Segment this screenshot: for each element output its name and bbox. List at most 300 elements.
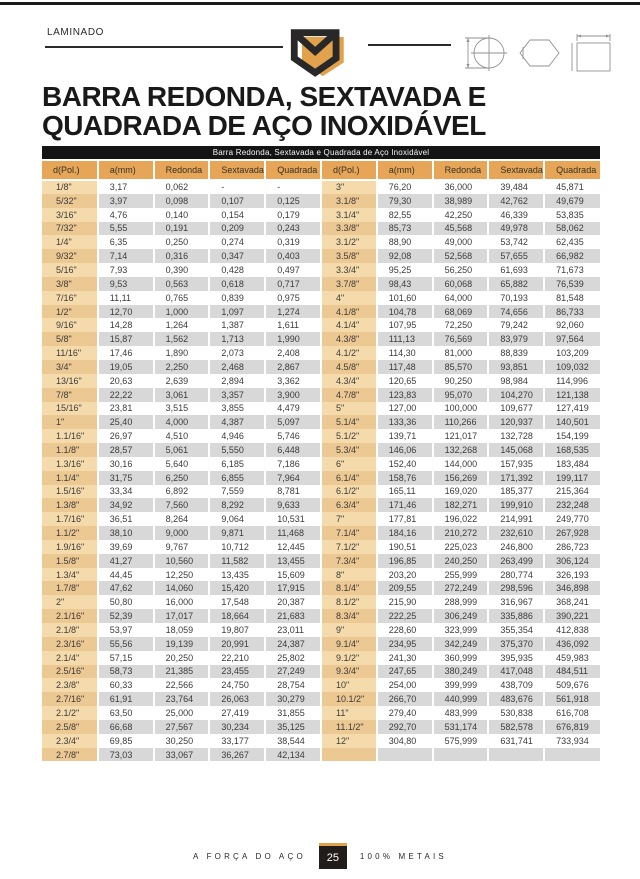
table-cell: 4.1/8" <box>321 305 377 319</box>
table-row <box>42 318 600 332</box>
table-cell: 279,40 <box>377 706 433 720</box>
table-row <box>42 443 600 457</box>
table-cell: 157,935 <box>488 457 544 471</box>
table-cell: 2,867 <box>265 360 321 374</box>
table-cell: 31,855 <box>265 706 321 720</box>
table-row <box>42 471 600 485</box>
table-cell: 23,81 <box>98 402 154 416</box>
table-cell: 9" <box>321 623 377 637</box>
page-title-line1: BARRA REDONDA, SEXTAVADA E <box>42 81 486 112</box>
table-cell: 28,57 <box>98 443 154 457</box>
table-cell: 20,991 <box>209 637 265 651</box>
table-cell: 61,91 <box>98 692 154 706</box>
table-cell: 103,209 <box>544 346 600 360</box>
table-cell: 2.1/16" <box>42 609 98 623</box>
table-cell: 380,249 <box>433 665 489 679</box>
table-cell: 2.1/4" <box>42 651 98 665</box>
table-cell: 7,93 <box>98 263 154 277</box>
table-cell: 9/16" <box>42 318 98 332</box>
table-cell: 60,33 <box>98 678 154 692</box>
table-cell: 241,30 <box>377 651 433 665</box>
section-underline <box>45 46 283 48</box>
table-cell: 34,92 <box>98 498 154 512</box>
table-cell: 232,248 <box>544 498 600 512</box>
table-cell: 10.1/2" <box>321 692 377 706</box>
table-cell: 52,568 <box>433 249 489 263</box>
table-cell: 6,892 <box>154 485 210 499</box>
table-cell: 1/2" <box>42 305 98 319</box>
table-cell: 117,48 <box>377 360 433 374</box>
table-cell: 196,85 <box>377 554 433 568</box>
table-cell: 24,387 <box>265 637 321 651</box>
column-header: d(Pol.) <box>321 161 377 180</box>
table-cell: 20,63 <box>98 374 154 388</box>
table-body <box>42 180 600 761</box>
table-cell: 0,347 <box>209 249 265 263</box>
table-cell: 109,032 <box>544 360 600 374</box>
table-cell: 3,362 <box>265 374 321 388</box>
table-cell: 182,271 <box>433 498 489 512</box>
table-cell: 3,061 <box>154 388 210 402</box>
table-cell: 616,708 <box>544 706 600 720</box>
table-cell: 21,385 <box>154 665 210 679</box>
table-cell <box>377 748 433 762</box>
table-cell: 4.3/4" <box>321 374 377 388</box>
table-cell: 0,154 <box>209 208 265 222</box>
table-cell: 5,061 <box>154 443 210 457</box>
table-cell: 33,177 <box>209 734 265 748</box>
table-row <box>42 360 600 374</box>
table-cell: 436,092 <box>544 637 600 651</box>
table-cell: 399,999 <box>433 678 489 692</box>
table-cell: 79,242 <box>488 318 544 332</box>
table-cell: 249,770 <box>544 512 600 526</box>
table-cell: 68,069 <box>433 305 489 319</box>
table-cell: 1,264 <box>154 318 210 332</box>
table-cell: 246,800 <box>488 540 544 554</box>
table-cell: 90,250 <box>433 374 489 388</box>
table-cell: 42,134 <box>265 748 321 762</box>
table-cell: 228,60 <box>377 623 433 637</box>
table-cell: 6,35 <box>98 235 154 249</box>
table-cell: 306,249 <box>433 609 489 623</box>
table-cell: 70,193 <box>488 291 544 305</box>
table-cell: 97,564 <box>544 332 600 346</box>
table-cell: 214,991 <box>488 512 544 526</box>
table-cell: 9.1/2" <box>321 651 377 665</box>
table-cell: 38,989 <box>433 194 489 208</box>
table-cell: 561,918 <box>544 692 600 706</box>
table-cell: 440,999 <box>433 692 489 706</box>
table-cell: 0,209 <box>209 222 265 236</box>
table-cell: 154,199 <box>544 429 600 443</box>
table-cell: 36,267 <box>209 748 265 762</box>
table-row <box>42 277 600 291</box>
table-cell: 50,80 <box>98 595 154 609</box>
table-cell: 459,983 <box>544 651 600 665</box>
table-cell: 0,618 <box>209 277 265 291</box>
table-cell: 27,249 <box>265 665 321 679</box>
table-cell: 114,30 <box>377 346 433 360</box>
table-cell: 0,319 <box>265 235 321 249</box>
table-cell: 121,138 <box>544 388 600 402</box>
table-row <box>42 512 600 526</box>
table-row <box>42 748 600 762</box>
table-cell: 3.1/8" <box>321 194 377 208</box>
table-row <box>42 498 600 512</box>
table-cell: 326,193 <box>544 568 600 582</box>
table-cell: 2.5/8" <box>42 720 98 734</box>
page-footer <box>0 843 640 869</box>
table-cell: 46,339 <box>488 208 544 222</box>
table-cell: 7.1/4" <box>321 526 377 540</box>
table-cell: 1,274 <box>265 305 321 319</box>
table-cell: 5,746 <box>265 429 321 443</box>
table-cell: 306,124 <box>544 554 600 568</box>
brand-shield-m-logo <box>290 28 348 80</box>
table-cell: 0,497 <box>265 263 321 277</box>
table-cell: 52,39 <box>98 609 154 623</box>
table-cell: 45,871 <box>544 180 600 194</box>
table-cell: 360,999 <box>433 651 489 665</box>
table-cell: 12" <box>321 734 377 748</box>
table-cell: 9,767 <box>154 540 210 554</box>
page-title <box>42 82 602 141</box>
table-row <box>42 554 600 568</box>
table-cell: 25,000 <box>154 706 210 720</box>
table-row <box>42 291 600 305</box>
table-cell: 215,90 <box>377 595 433 609</box>
table-row <box>42 402 600 416</box>
table-cell: 1,713 <box>209 332 265 346</box>
table-cell: 0,243 <box>265 222 321 236</box>
table-cell: 3.3/4" <box>321 263 377 277</box>
table-cell: 3,97 <box>98 194 154 208</box>
table-cell: 234,95 <box>377 637 433 651</box>
bar-shape-diagrams <box>461 31 613 75</box>
table-cell: 107,95 <box>377 318 433 332</box>
table-cell: 7,559 <box>209 485 265 499</box>
table-cell: 483,999 <box>433 706 489 720</box>
table-cell: 86,733 <box>544 305 600 319</box>
table-cell: 23,455 <box>209 665 265 679</box>
table-cell: 2.3/4" <box>42 734 98 748</box>
table-cell: 266,70 <box>377 692 433 706</box>
table-cell: 1.5/16" <box>42 485 98 499</box>
table-cell: 30,279 <box>265 692 321 706</box>
table-cell: 41,27 <box>98 554 154 568</box>
table-cell: 1,387 <box>209 318 265 332</box>
table-cell: 22,566 <box>154 678 210 692</box>
table-cell <box>321 748 377 762</box>
table-row <box>42 568 600 582</box>
table-row <box>42 429 600 443</box>
table-cell: 335,886 <box>488 609 544 623</box>
table-cell: 530,838 <box>488 706 544 720</box>
table-cell: 61,693 <box>488 263 544 277</box>
table-cell: 5.3/4" <box>321 443 377 457</box>
table-cell: 292,70 <box>377 720 433 734</box>
table-row <box>42 665 600 679</box>
column-header: Redonda <box>433 161 489 180</box>
table-row <box>42 208 600 222</box>
table-row <box>42 305 600 319</box>
table-cell <box>488 748 544 762</box>
table-cell: 74,656 <box>488 305 544 319</box>
table-cell: 5/32" <box>42 194 98 208</box>
table-row <box>42 388 600 402</box>
table-cell: 6.1/4" <box>321 471 377 485</box>
round-bar-section-icon <box>461 31 509 75</box>
table-cell: 6,185 <box>209 457 265 471</box>
table-cell: 19,05 <box>98 360 154 374</box>
table-cell: 57,15 <box>98 651 154 665</box>
table-cell: 6,855 <box>209 471 265 485</box>
table-cell: 81,548 <box>544 291 600 305</box>
table-cell: 7.3/4" <box>321 554 377 568</box>
table-cell: 355,354 <box>488 623 544 637</box>
table-row <box>42 374 600 388</box>
table-cell: 19,139 <box>154 637 210 651</box>
table-cell: 3,357 <box>209 388 265 402</box>
table-cell: 156,269 <box>433 471 489 485</box>
table-cell: 2.7/8" <box>42 748 98 762</box>
table-cell: 39,484 <box>488 180 544 194</box>
table-cell: 42,762 <box>488 194 544 208</box>
table-cell: 4,479 <box>265 402 321 416</box>
table-cell: 9,064 <box>209 512 265 526</box>
table-cell: 733,934 <box>544 734 600 748</box>
table-cell: 114,996 <box>544 374 600 388</box>
table-cell: 232,610 <box>488 526 544 540</box>
table-cell: 127,00 <box>377 402 433 416</box>
table-cell: 0,975 <box>265 291 321 305</box>
table-cell: 4,76 <box>98 208 154 222</box>
table-cell: 7,964 <box>265 471 321 485</box>
table-cell: 16,000 <box>154 595 210 609</box>
table-cell: 676,819 <box>544 720 600 734</box>
table-cell: 12,250 <box>154 568 210 582</box>
table-row <box>42 249 600 263</box>
table-cell: 76,20 <box>377 180 433 194</box>
table-cell: 30,250 <box>154 734 210 748</box>
table-cell: 53,742 <box>488 235 544 249</box>
table-cell: 3/4" <box>42 360 98 374</box>
table-cell: 8,292 <box>209 498 265 512</box>
table-cell: 531,174 <box>433 720 489 734</box>
table-cell: 23,764 <box>154 692 210 706</box>
table-cell: 11/16" <box>42 346 98 360</box>
table-cell: 1,990 <box>265 332 321 346</box>
table-cell: 4,946 <box>209 429 265 443</box>
table-cell: 1/4" <box>42 235 98 249</box>
table-cell: 3.3/8" <box>321 222 377 236</box>
header-divider-line <box>368 44 451 46</box>
table-header <box>42 161 600 180</box>
table-cell: 4,000 <box>154 415 210 429</box>
table-cell: 0,839 <box>209 291 265 305</box>
table-cell: 8,264 <box>154 512 210 526</box>
table-cell: 56,250 <box>433 263 489 277</box>
table-cell: 11.1/2" <box>321 720 377 734</box>
table-row <box>42 623 600 637</box>
table-cell: 0,125 <box>265 194 321 208</box>
table-cell: 8.3/4" <box>321 609 377 623</box>
table-row <box>42 222 600 236</box>
table-cell: 4.3/8" <box>321 332 377 346</box>
table-cell: 15,609 <box>265 568 321 582</box>
table-row <box>42 581 600 595</box>
table-cell: 3" <box>321 180 377 194</box>
table-cell: 15,87 <box>98 332 154 346</box>
table-cell: 7,14 <box>98 249 154 263</box>
table-cell: 1/8" <box>42 180 98 194</box>
table-cell: 63,50 <box>98 706 154 720</box>
table-cell: 1,890 <box>154 346 210 360</box>
table-cell: 36,000 <box>433 180 489 194</box>
table-cell: 1.9/16" <box>42 540 98 554</box>
table-cell: 0,563 <box>154 277 210 291</box>
table-row <box>42 235 600 249</box>
table-cell: 2.1/8" <box>42 623 98 637</box>
table-cell: 222,25 <box>377 609 433 623</box>
table-row <box>42 526 600 540</box>
table-cell: - <box>265 180 321 194</box>
table-cell: 73,03 <box>98 748 154 762</box>
table-cell: 346,898 <box>544 581 600 595</box>
page-title-line2: QUADRADA DE AÇO INOXIDÁVEL <box>42 110 486 142</box>
table-title-bar: Barra Redonda, Sextavada e Quadrada de Aço Inoxidável <box>42 146 600 159</box>
table-cell: 3.7/8" <box>321 277 377 291</box>
table-cell: 7/16" <box>42 291 98 305</box>
table-cell: 4.1/4" <box>321 318 377 332</box>
table-cell: 132,728 <box>488 429 544 443</box>
table-cell: 177,81 <box>377 512 433 526</box>
table-cell: 484,511 <box>544 665 600 679</box>
table-cell: 35,125 <box>265 720 321 734</box>
table-cell: 375,370 <box>488 637 544 651</box>
table-cell: 9.3/4" <box>321 665 377 679</box>
table-cell: 104,270 <box>488 388 544 402</box>
table-cell: 13/16" <box>42 374 98 388</box>
table-cell: 286,723 <box>544 540 600 554</box>
table-cell: 14,060 <box>154 581 210 595</box>
table-cell: 152,40 <box>377 457 433 471</box>
table-cell: 55,56 <box>98 637 154 651</box>
table-cell: 60,068 <box>433 277 489 291</box>
table-cell: 109,677 <box>488 402 544 416</box>
table-cell: 85,73 <box>377 222 433 236</box>
table-cell: 183,484 <box>544 457 600 471</box>
table-cell: 11,582 <box>209 554 265 568</box>
table-row <box>42 706 600 720</box>
table-cell: 280,774 <box>488 568 544 582</box>
table-cell: 13,455 <box>265 554 321 568</box>
table-cell: 267,928 <box>544 526 600 540</box>
table-cell: 9,633 <box>265 498 321 512</box>
table-cell: 25,40 <box>98 415 154 429</box>
table-cell: 0,107 <box>209 194 265 208</box>
table-cell: 1.7/8" <box>42 581 98 595</box>
table-cell: 95,25 <box>377 263 433 277</box>
table-cell: 0,316 <box>154 249 210 263</box>
table-cell: 25,802 <box>265 651 321 665</box>
table-cell: 1.1/16" <box>42 429 98 443</box>
table-cell: 209,55 <box>377 581 433 595</box>
square-bar-section-icon <box>569 32 613 74</box>
table-cell: 57,655 <box>488 249 544 263</box>
table-cell: 17,46 <box>98 346 154 360</box>
table-cell: 15/16" <box>42 402 98 416</box>
table-row <box>42 180 600 194</box>
table-cell: 27,567 <box>154 720 210 734</box>
table-cell: 11,468 <box>265 526 321 540</box>
table-cell: 7.1/2" <box>321 540 377 554</box>
column-header: Sextavada <box>209 161 265 180</box>
table-cell: 120,937 <box>488 415 544 429</box>
table-cell: 104,78 <box>377 305 433 319</box>
table-cell: 139,71 <box>377 429 433 443</box>
table-cell: 62,435 <box>544 235 600 249</box>
table-cell: 9,000 <box>154 526 210 540</box>
table-cell: 0,062 <box>154 180 210 194</box>
table-cell: 1,562 <box>154 332 210 346</box>
table-cell: 146,06 <box>377 443 433 457</box>
table-cell: 1.1/2" <box>42 526 98 540</box>
table-cell: 22,22 <box>98 388 154 402</box>
table-cell: 47,62 <box>98 581 154 595</box>
table-cell: 6.3/4" <box>321 498 377 512</box>
table-cell: 2,894 <box>209 374 265 388</box>
table-cell <box>544 748 600 762</box>
table-cell: 76,569 <box>433 332 489 346</box>
table-cell: 58,73 <box>98 665 154 679</box>
table-cell: 1.1/8" <box>42 443 98 457</box>
table-cell: 7,186 <box>265 457 321 471</box>
table-cell: 4.5/8" <box>321 360 377 374</box>
table-cell: 7,560 <box>154 498 210 512</box>
table-row <box>42 346 600 360</box>
table-cell: 85,570 <box>433 360 489 374</box>
table-cell: 20,387 <box>265 595 321 609</box>
table-cell: 196,022 <box>433 512 489 526</box>
table-cell: 82,55 <box>377 208 433 222</box>
table-cell: 3,17 <box>98 180 154 194</box>
table-cell: 190,51 <box>377 540 433 554</box>
table-cell: 0,717 <box>265 277 321 291</box>
table-cell: 28,754 <box>265 678 321 692</box>
table-cell: 53,97 <box>98 623 154 637</box>
footer-slogan-left: A FORÇA DO AÇO <box>193 851 306 861</box>
table-cell: 5.1/2" <box>321 429 377 443</box>
table-cell: 3.5/8" <box>321 249 377 263</box>
table-cell: 158,76 <box>377 471 433 485</box>
table-cell: 120,65 <box>377 374 433 388</box>
table-cell: 19,807 <box>209 623 265 637</box>
weight-table <box>42 161 600 761</box>
table-cell: 1.7/16" <box>42 512 98 526</box>
table-cell: 17,915 <box>265 581 321 595</box>
table-row <box>42 678 600 692</box>
table-cell: 395,935 <box>488 651 544 665</box>
column-header: a(mm) <box>377 161 433 180</box>
table-cell: 66,68 <box>98 720 154 734</box>
table-row <box>42 692 600 706</box>
table-cell: 254,00 <box>377 678 433 692</box>
table-cell: 123,83 <box>377 388 433 402</box>
table-cell: 26,063 <box>209 692 265 706</box>
table-row <box>42 194 600 208</box>
